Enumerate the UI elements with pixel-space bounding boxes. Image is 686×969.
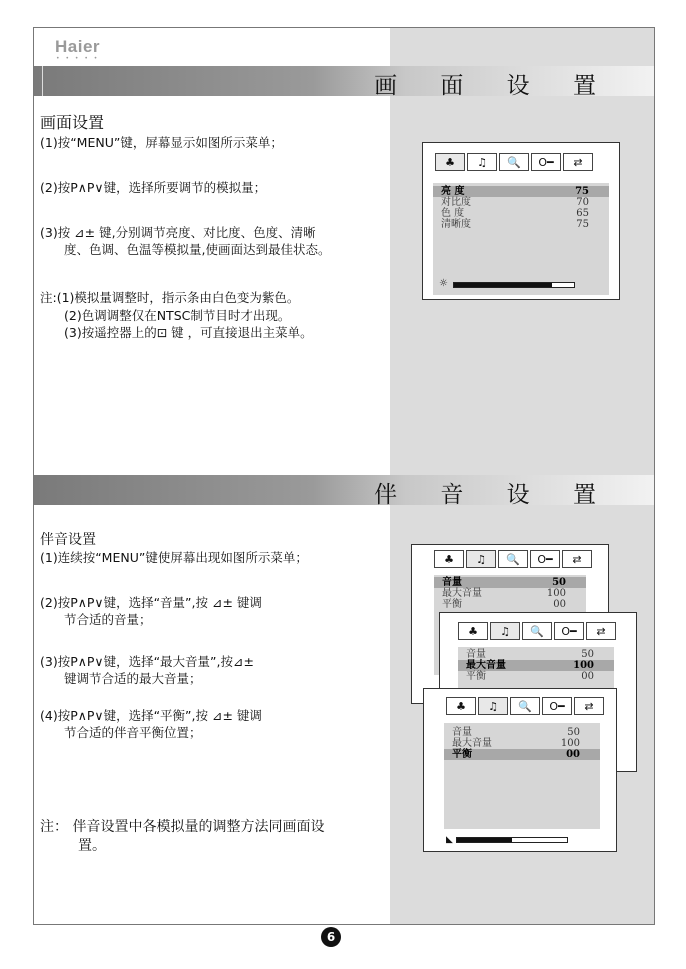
step-3-cont: 度、色调、色温等模拟量,使画面达到最佳状态。 — [64, 242, 331, 257]
search-icon: 🔍 — [498, 550, 528, 568]
sound-icon: ♫ — [467, 153, 497, 171]
sound-step-3-cont: 键调节合适的最大音量； — [64, 671, 202, 686]
section-title-picture: 画 面 设 置 — [374, 73, 614, 99]
search-icon: 🔍 — [522, 622, 552, 640]
menu-row-color: 色 度 65 — [441, 208, 589, 219]
menu-row-balance: 平衡 00 — [466, 671, 594, 682]
heading-sound-settings: 伴音设置 — [40, 532, 96, 548]
haier-logo: Haier — [55, 37, 101, 56]
sound-note-cont: 置。 — [78, 838, 106, 854]
menu-row-sharpness: 清晰度 75 — [441, 219, 589, 230]
note-1: 注:(1)模拟量调整时，指示条由白色变为紫色。 — [40, 290, 300, 305]
menu-row-balance: 平衡 00 — [442, 599, 566, 610]
menu-row-max-volume: 最大音量 100 — [458, 660, 614, 671]
sound-icon: ♫ — [466, 550, 496, 568]
menu-row-contrast: 对比度 70 — [441, 197, 589, 208]
menu-row-brightness: 亮 度 75 — [433, 186, 609, 197]
sound-step-3: (3)按P∧P∨键，选择“最大音量”,按⊿± — [40, 654, 254, 669]
section-title-sound: 伴 音 设 置 — [374, 482, 614, 508]
sound-note: 注： 伴音设置中各模拟量的调整方法同画面设 — [40, 819, 325, 835]
key-icon: O━ — [554, 622, 584, 640]
picture-level-slider — [453, 282, 575, 288]
balance-slider — [456, 837, 568, 843]
picture-menu-body — [433, 183, 609, 295]
step-3: (3)按 ⊿± 键,分别调节亮度、对比度、色度、清晰 — [40, 225, 316, 240]
note-3: (3)按遥控器上的⊡ 键 ，可直接退出主菜单。 — [64, 325, 313, 340]
picture-menu-screen — [422, 142, 620, 300]
page-number: 6 — [321, 927, 341, 947]
menu-icon-row — [435, 153, 593, 171]
menu-row-max-volume: 最大音量 100 — [452, 738, 580, 749]
balance-marker-icon: ◣ — [446, 835, 453, 845]
menu-row-volume: 音量 50 — [466, 649, 594, 660]
menu-row-volume: 音量 50 — [434, 577, 586, 588]
sound-step-4: (4)按P∧P∨键，选择“平衡”,按 ⊿± 键调 — [40, 708, 262, 723]
sound-icon: ♫ — [478, 697, 508, 715]
menu-icon-row — [458, 622, 616, 640]
key-icon: O━ — [531, 153, 561, 171]
picture-icon: ♣ — [434, 550, 464, 568]
section-bar-sound — [34, 475, 654, 508]
picture-icon: ♣ — [446, 697, 476, 715]
picture-icon: ♣ — [435, 153, 465, 171]
sound-step-2-cont: 节合适的音量； — [64, 612, 152, 627]
search-icon: 🔍 — [510, 697, 540, 715]
search-icon: 🔍 — [499, 153, 529, 171]
menu-row-volume: 音量 50 — [452, 727, 580, 738]
sound-step-4-cont: 节合适的伴音平衡位置； — [64, 725, 202, 740]
heading-picture-settings: 画面设置 — [40, 113, 105, 132]
step-2: (2)按P∧P∨键，选择所要调节的模拟量； — [40, 180, 267, 195]
step-1: (1)按“MENU”键，屏幕显示如图所示菜单； — [40, 135, 283, 150]
key-icon: O━ — [530, 550, 560, 568]
menu-icon-row — [434, 550, 592, 568]
section-bar-picture — [34, 66, 654, 99]
sound-menu-body — [444, 723, 600, 829]
sound-step-1: (1)连续按“MENU”键使屏幕出现如图所示菜单； — [40, 550, 308, 565]
logo-dots: • • • • • — [56, 55, 100, 62]
brightness-sun-icon: ☼ — [439, 278, 448, 289]
note-2: (2)色调调整仅在NTSC制节目时才出现。 — [64, 308, 291, 323]
key-icon: O━ — [542, 697, 572, 715]
function-icon: ⇄ — [586, 622, 616, 640]
sound-menu-balance — [423, 688, 617, 852]
menu-row-balance: 平衡 00 — [444, 749, 600, 760]
function-icon: ⇄ — [563, 153, 593, 171]
sound-icon: ♫ — [490, 622, 520, 640]
menu-row-max-volume: 最大音量 100 — [442, 588, 566, 599]
picture-icon: ♣ — [458, 622, 488, 640]
function-icon: ⇄ — [562, 550, 592, 568]
function-icon: ⇄ — [574, 697, 604, 715]
sound-step-2: (2)按P∧P∨键，选择“音量”,按 ⊿± 键调 — [40, 595, 262, 610]
menu-icon-row — [446, 697, 604, 715]
